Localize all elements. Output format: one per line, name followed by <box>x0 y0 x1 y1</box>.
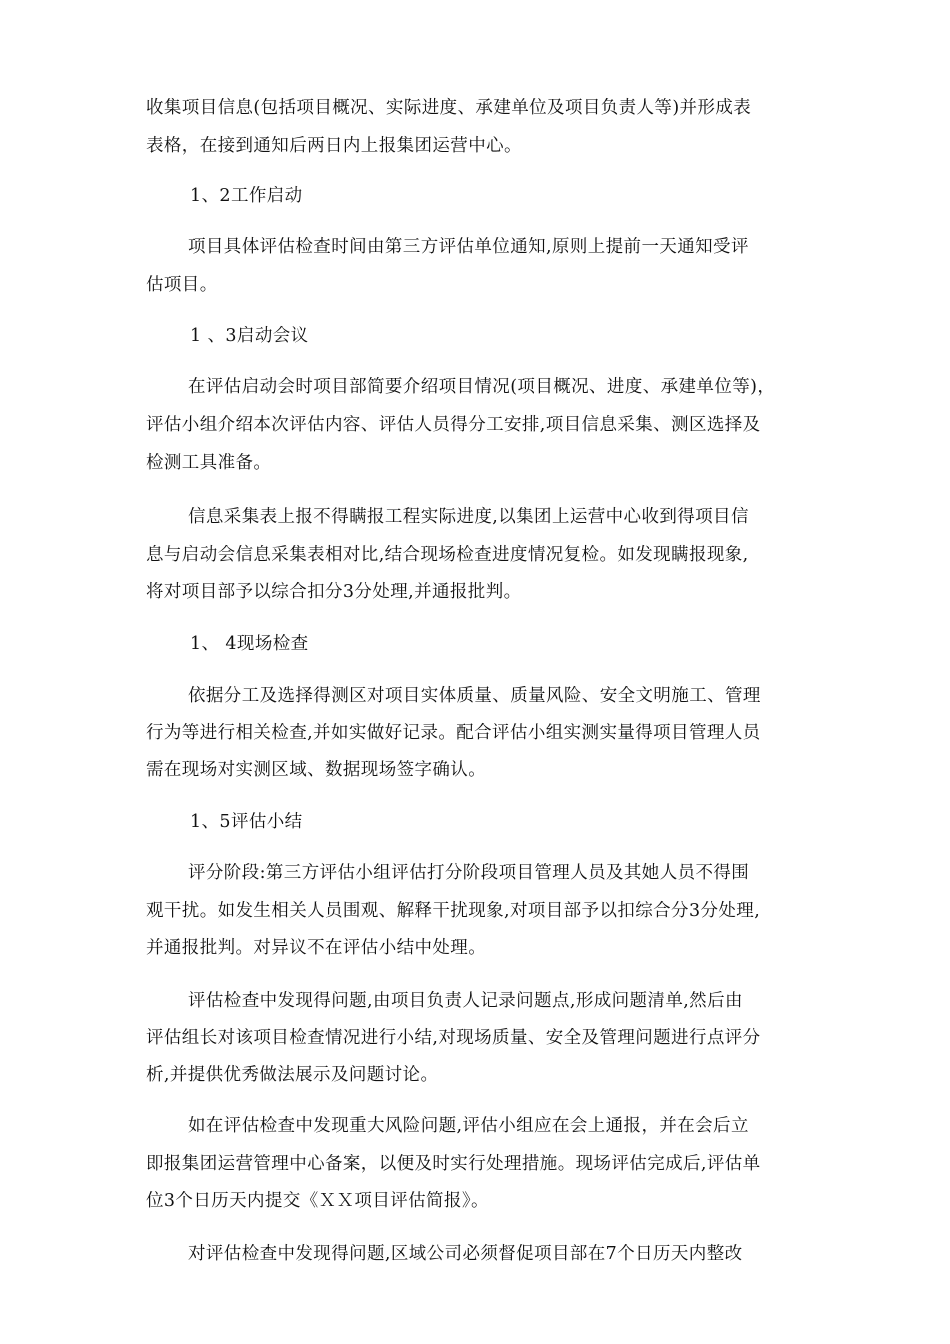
section-heading: 1、 4现场检查 <box>190 634 309 654</box>
paragraph-line: 观干扰。如发生相关人员围观、解释干扰现象,对项目部予以扣综合分3分处理, <box>146 901 761 921</box>
section-heading: 1 、3启动会议 <box>190 326 309 346</box>
paragraph-line: 在评估启动会时项目部简要介绍项目情况(项目概况、进度、承建单位等)， <box>188 377 776 397</box>
paragraph-line: 对评估检查中发现得问题,区域公司必须督促项目部在7个日历天内整改 <box>188 1244 743 1264</box>
paragraph-line: 需在现场对实测区域、数据现场签字确认。 <box>146 760 487 780</box>
paragraph-line: 依据分工及选择得测区对项目实体质量、质量风险、安全文明施工、管理 <box>188 686 761 706</box>
section-heading: 1、5评估小结 <box>190 812 303 832</box>
paragraph-line: 评估小组介绍本次评估内容、评估人员得分工安排,项目信息采集、测区选择及 <box>146 415 761 435</box>
paragraph-line: 评分阶段:第三方评估小组评估打分阶段项目管理人员及其她人员不得围 <box>188 863 750 883</box>
paragraph-line: 如在评估检查中发现重大风险问题,评估小组应在会上通报，并在会后立 <box>188 1116 749 1136</box>
paragraph-line: 息与启动会信息采集表相对比,结合现场检查进度情况复检。如发现瞒报现象, <box>146 545 749 565</box>
paragraph-line: 评估组长对该项目检查情况进行小结,对现场质量、安全及管理问题进行点评分 <box>146 1028 761 1048</box>
paragraph-line: 行为等进行相关检查,并如实做好记录。配合评估小组实测实量得项目管理人员 <box>146 723 761 743</box>
paragraph-line: 项目具体评估检查时间由第三方评估单位通知,原则上提前一天通知受评 <box>188 237 749 257</box>
paragraph-line: 估项目。 <box>146 275 218 295</box>
paragraph-line: 收集项目信息(包括项目概况、实际进度、承建单位及项目负责人等)并形成表 <box>146 98 752 118</box>
paragraph-line: 位3个日历天内提交《ＸＸ项目评估简报》。 <box>146 1191 489 1211</box>
paragraph-line: 将对项目部予以综合扣分3分处理,并通报批判。 <box>146 582 522 602</box>
paragraph-line: 检测工具准备。 <box>146 453 272 473</box>
paragraph-line: 表格，在接到通知后两日内上报集团运营中心。 <box>146 136 522 156</box>
paragraph-line: 析,并提供优秀做法展示及问题讨论。 <box>146 1065 439 1085</box>
paragraph-line: 并通报批判。对异议不在评估小结中处理。 <box>146 938 487 958</box>
paragraph-line: 即报集团运营管理中心备案，以便及时实行处理措施。现场评估完成后,评估单 <box>146 1154 761 1174</box>
paragraph-line: 信息采集表上报不得瞒报工程实际进度,以集团上运营中心收到得项目信 <box>188 507 749 527</box>
paragraph-line: 评估检查中发现得问题,由项目负责人记录问题点,形成问题清单,然后由 <box>188 991 743 1011</box>
section-heading: 1、2工作启动 <box>190 186 303 206</box>
